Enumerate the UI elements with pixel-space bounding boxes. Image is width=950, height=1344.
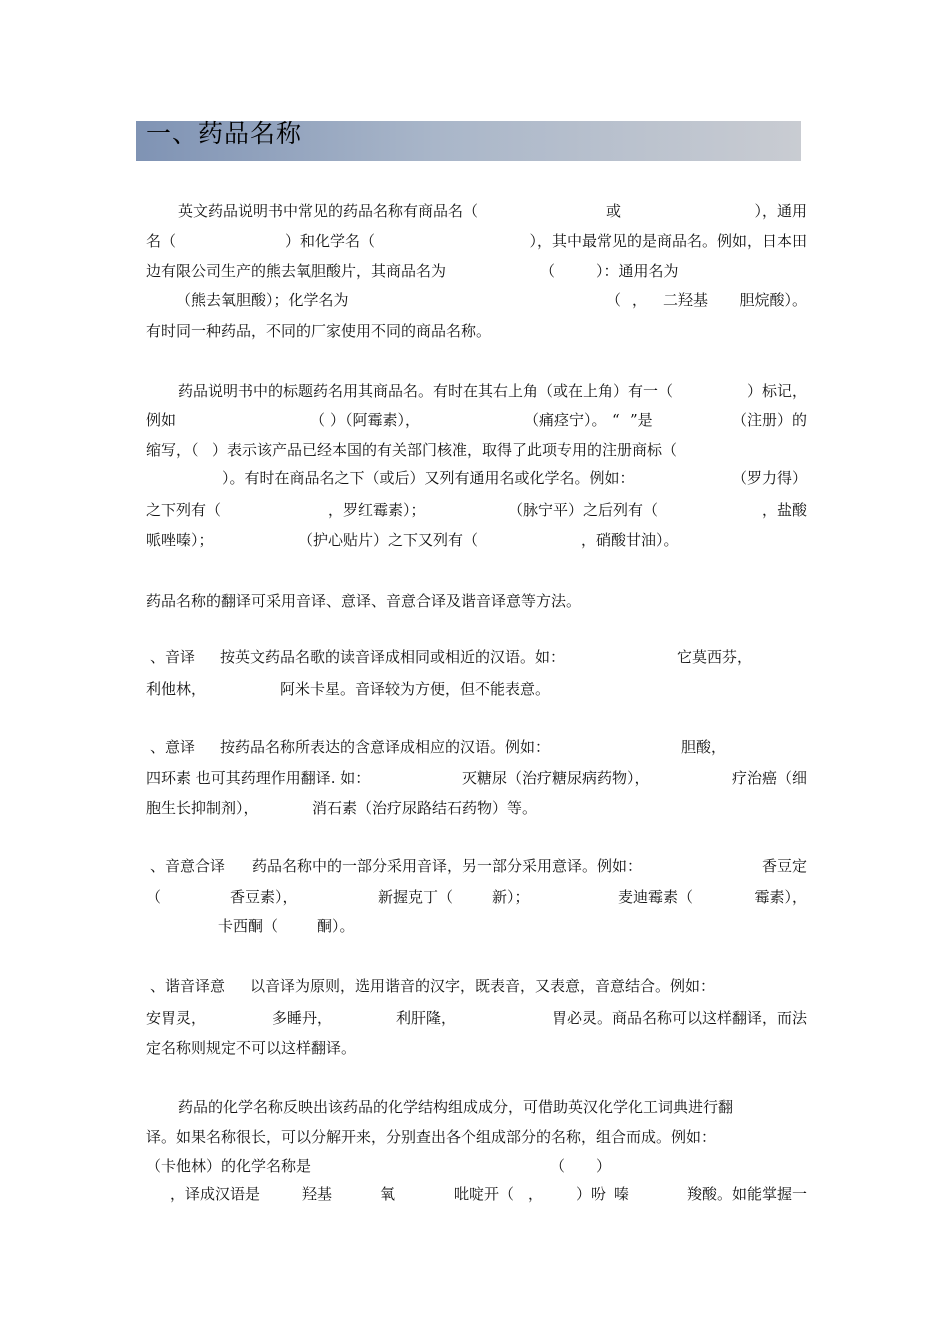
text-run: ），通用 <box>754 202 807 220</box>
text-run: 疗治癌（细 <box>731 769 807 787</box>
text-run: 香豆定 <box>761 857 807 875</box>
text-run: 有时同一种药品，不同的厂家使用不同的商品名称。 <box>146 322 492 340</box>
text-run: ，盐酸 <box>761 501 807 519</box>
text-run: 新）； <box>492 888 530 906</box>
text-run: 霉素）， <box>754 888 807 906</box>
text-run: ），其中最常见的是商品名。例如，日本田 <box>529 232 807 250</box>
text-run: ”是 <box>630 411 653 429</box>
text-run: （熊去氧胆酸）；化学名为 <box>176 291 349 309</box>
text-run: （卡他林）的化学名称是 <box>146 1157 312 1175</box>
text-run: 卡西酮（ <box>218 917 279 935</box>
text-run: 按英文药品名歌的读音译成相同或相近的汉语。如： <box>220 648 566 666</box>
text-run: 消石素（治疗尿路结石药物）等。 <box>312 799 538 817</box>
text-run: ）和化学名（ <box>285 232 376 250</box>
text-run: 利他林， <box>146 680 207 698</box>
method-label: 、意译 <box>150 738 196 756</box>
text-run: 名（ <box>146 232 177 250</box>
text-run: 酮）。 <box>317 917 355 935</box>
text-run: （ <box>606 291 622 309</box>
text-run: ）表示该产品已经本国的有关部门核准，取得了此项专用的注册商标（ <box>212 441 678 459</box>
text-run: 羧酸。如能掌握一 <box>686 1185 807 1203</box>
text-run: （ <box>540 262 556 280</box>
text-run: ，译成汉语是 <box>170 1185 261 1203</box>
text-run: 灭糖尿（治疗糖尿病药物）， <box>462 769 650 787</box>
text-run: 胞生长抑制剂）， <box>146 799 259 817</box>
text-run: 胃必灵。商品名称可以这样翻译，而法 <box>551 1009 807 1027</box>
text-run: ）：通用名为 <box>596 262 679 280</box>
text-run: 胆酸， <box>681 738 727 756</box>
text-run: （护心贴片）之下又列有（ <box>298 531 479 549</box>
text-run: ）标记， <box>746 382 807 400</box>
text-run: 胆烷酸）。 <box>739 291 807 309</box>
text-run: （罗力得） <box>731 469 807 487</box>
text-run: 阿米卡星。音译较为方便，但不能表意。 <box>280 680 551 698</box>
text-run: 氧 <box>380 1185 396 1203</box>
text-run: 吡啶开（ <box>454 1185 515 1203</box>
text-run: 麦迪霉素（ <box>618 888 694 906</box>
method-label: 、音意合译 <box>150 857 226 875</box>
text-run: 它莫西芬， <box>677 648 753 666</box>
text-run: ）（阿霉素）， <box>330 411 421 429</box>
text-run: （注册）的 <box>731 411 807 429</box>
text-run: 按药品名称所表达的含意译成相应的汉语。例如： <box>220 738 551 756</box>
text-run: 译。如果名称很长，可以分解开来，分别查出各个组成部分的名称，组合而成。例如： <box>146 1128 717 1146</box>
text-run: 二羟基 <box>663 291 709 309</box>
text-run: ）。有时在商品名之下（或后）又列有通用名或化学名。例如： <box>222 469 635 487</box>
text-run: 香豆素）， <box>230 888 298 906</box>
text-run: 边有限公司生产的熊去氧胆酸片，其商品名为 <box>146 262 447 280</box>
method-label: 、谐音译意 <box>150 977 226 995</box>
text-run: （痛痉宁）。 <box>524 411 607 429</box>
text-run: 新握克丁（ <box>378 888 454 906</box>
text-run: 以音译为原则，选用谐音的汉字，既表音，又表意，音意结合。例如： <box>250 977 716 995</box>
text-run: 药品名称的翻译可采用音译、意译、音意合译及谐音译意等方法。 <box>146 592 582 610</box>
text-run: 药品说明书中的标题药名用其商品名。有时在其右上角（或在上角）有一（ <box>178 382 674 400</box>
method-label: 、音译 <box>150 648 196 666</box>
text-run: 英文药品说明书中常见的药品名称有商品名（ <box>178 202 479 220</box>
text-run: （ <box>550 1157 566 1175</box>
text-run: 药品的化学名称反映出该药品的化学结构组成成分，可借助英汉化学化工词典进行翻 <box>178 1098 734 1116</box>
text-run: 多睡丹， <box>272 1009 333 1027</box>
text-run: 药品名称中的一部分采用音译，另一部分采用意译。例如： <box>252 857 643 875</box>
text-run: ，罗红霉素）； <box>328 501 426 519</box>
text-run: （ <box>146 888 162 906</box>
text-run: ， <box>528 1185 544 1203</box>
text-run: ，硝酸甘油）。 <box>581 531 679 549</box>
text-run: 之下列有（ <box>146 501 222 519</box>
text-run: 利肝隆， <box>396 1009 457 1027</box>
section-title: 一、药品名称 <box>146 119 303 148</box>
text-run: （脉宁平）之后列有（ <box>508 501 659 519</box>
text-run: 缩写，（ <box>146 441 199 459</box>
text-run: 嗪 <box>614 1185 630 1203</box>
text-run: ）吩 <box>576 1185 607 1203</box>
text-run: 例如 <box>146 411 177 429</box>
text-run: 四环素 也可其药理作用翻译. 如： <box>146 769 371 787</box>
text-run: ， <box>632 291 648 309</box>
text-run: 羟基 <box>302 1185 333 1203</box>
text-run: ） <box>596 1157 612 1175</box>
text-run: 或 <box>606 202 622 220</box>
text-run: “ <box>612 411 620 429</box>
text-run: （ <box>310 411 326 429</box>
text-run: 定名称则规定不可以这样翻译。 <box>146 1039 357 1057</box>
text-run: 哌唑嗪）； <box>146 531 214 549</box>
text-run: 安胃灵， <box>146 1009 207 1027</box>
